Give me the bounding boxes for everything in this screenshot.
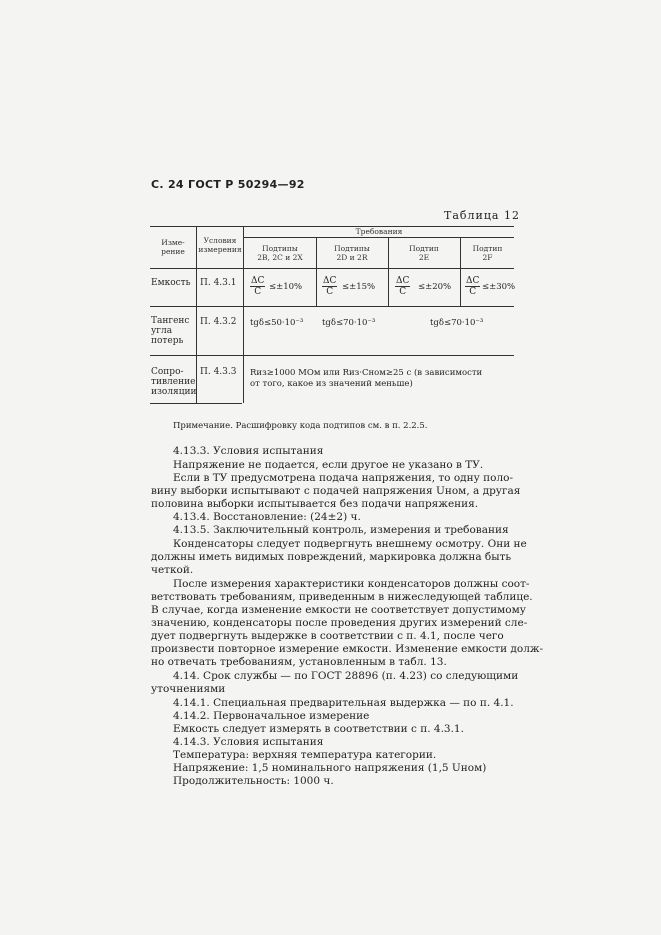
paragraph-line: ветствовать требованиям, приведенным в нижеследующей таблице. <box>151 591 533 603</box>
paragraph-line: 4.14.1. Специальная предварительная выдержка — по п. 4.1. <box>173 697 514 709</box>
paragraph-line: Продолжительность: 1000 ч. <box>173 775 334 787</box>
paragraph-line: вину выборки испытывают с подачей напряжения Uном, а другая <box>151 485 521 497</box>
capacitance-limit: ≤±10% <box>269 282 303 292</box>
delta-c-fraction: $\frac{\Delta C}{C}$ <box>323 276 337 297</box>
table-caption: Таблица 12 <box>444 209 520 222</box>
paragraph-line: В случае, когда изменение емкости не соответствует допустимому <box>151 604 526 616</box>
delta-c-fraction: $\frac{\Delta C}{C}$ <box>251 276 265 297</box>
requirements-rule <box>244 237 514 238</box>
paragraph-line: должны иметь видимых повреждений, маркировка должна быть <box>151 551 512 563</box>
section-heading: 4.14.3. Условия испытания <box>173 736 324 748</box>
row-insulation-name: Сопро- тивление изоляции <box>151 367 197 397</box>
paragraph-line: но отвечать требованиям, установленным в табл. 13. <box>151 656 447 668</box>
tangent-limit: tgδ≤70·10⁻³ <box>430 318 484 328</box>
th-measurement: Изме- рение <box>161 238 185 256</box>
row-tangent-name: Тангенс угла потерь <box>151 316 190 346</box>
row-capacitance-name: Емкость <box>151 278 191 288</box>
capacitance-limit: ≤±30% <box>482 282 516 292</box>
tangent-limit: tgδ≤50·10⁻³ <box>250 318 304 328</box>
insulation-requirement: Rиз≥1000 МОм или Rиз·Cном≥25 с (в зависимости <box>250 368 483 378</box>
paragraph-line: Если в ТУ предусмотрена подача напряжения, то одну поло- <box>173 472 513 484</box>
page-header: С. 24 ГОСТ Р 50294—92 <box>151 178 305 191</box>
section-heading: 4.13.3. Условия испытания <box>173 445 324 457</box>
table-bottom-rule <box>150 403 242 404</box>
row-insulation-cond: П. 4.3.3 <box>200 367 237 377</box>
section-heading: 4.14. Срок службы — по ГОСТ 28896 (п. 4.23) со следующими <box>173 670 519 682</box>
th-subtype-2e: Подтип 2Е <box>409 244 439 262</box>
th-subtype-2b: Подтипы 2В, 2С и 2Х <box>257 244 303 262</box>
paragraph-line: уточнениями <box>151 683 226 695</box>
paragraph-line: четкой. <box>151 564 194 576</box>
row-tangent-cond: П. 4.3.2 <box>200 317 237 327</box>
paragraph-line: Напряжение не подается, если другое не указано в ТУ. <box>173 459 484 471</box>
paragraph-line: половина выборки испытывается без подачи напряжения. <box>151 498 479 510</box>
delta-c-fraction: $\frac{\Delta C}{C}$ <box>396 276 410 297</box>
paragraph-line: После измерения характеристики конденсаторов должны соот- <box>173 578 530 590</box>
capacitance-limit: ≤±20% <box>418 282 452 292</box>
paragraph-line: произвести повторное измерение емкости. Изменение емкости долж- <box>151 643 544 655</box>
row-rule <box>150 306 514 307</box>
section-heading: 4.14.2. Первоначальное измерение <box>173 710 370 722</box>
delta-c-fraction: $\frac{\Delta C}{C}$ <box>466 276 480 297</box>
paragraph-line: Емкость следует измерять в соответствии с п. 4.3.1. <box>173 723 464 735</box>
th-subtype-2d: Подтипы 2D и 2R <box>334 244 370 262</box>
paragraph-line: Напряжение: 1,5 номинального напряжения (1,5 Uном) <box>173 762 487 774</box>
row-capacitance-cond: П. 4.3.1 <box>200 278 237 288</box>
section-heading: 4.13.5. Заключительный контроль, измерения и требования <box>173 524 509 536</box>
th-requirements: Требования <box>355 227 403 236</box>
col-divider <box>243 226 244 403</box>
paragraph-line: Температура: верхняя температура категории. <box>173 749 437 761</box>
paragraph-line: 4.13.4. Восстановление: (24±2) ч. <box>173 511 361 523</box>
insulation-requirement: от того, какое из значений меньше) <box>250 379 413 389</box>
paragraph-line: значению, конденсаторы после проведения других измерений сле- <box>151 617 528 629</box>
th-conditions: Условия измерения <box>198 236 242 254</box>
paragraph-line: Конденсаторы следует подвергнуть внешнему осмотру. Они не <box>173 538 527 550</box>
th-subtype-2f: Подтип 2F <box>472 244 503 262</box>
table-note: Примечание. Расшифровку кода подтипов см. в п. 2.2.5. <box>173 421 428 431</box>
capacitance-limit: ≤±15% <box>342 282 376 292</box>
tangent-limit: tgδ≤70·10⁻³ <box>322 318 376 328</box>
row-rule <box>150 355 514 356</box>
paragraph-line: дует подвергнуть выдержке в соответствии с п. 4.1, после чего <box>151 630 504 642</box>
